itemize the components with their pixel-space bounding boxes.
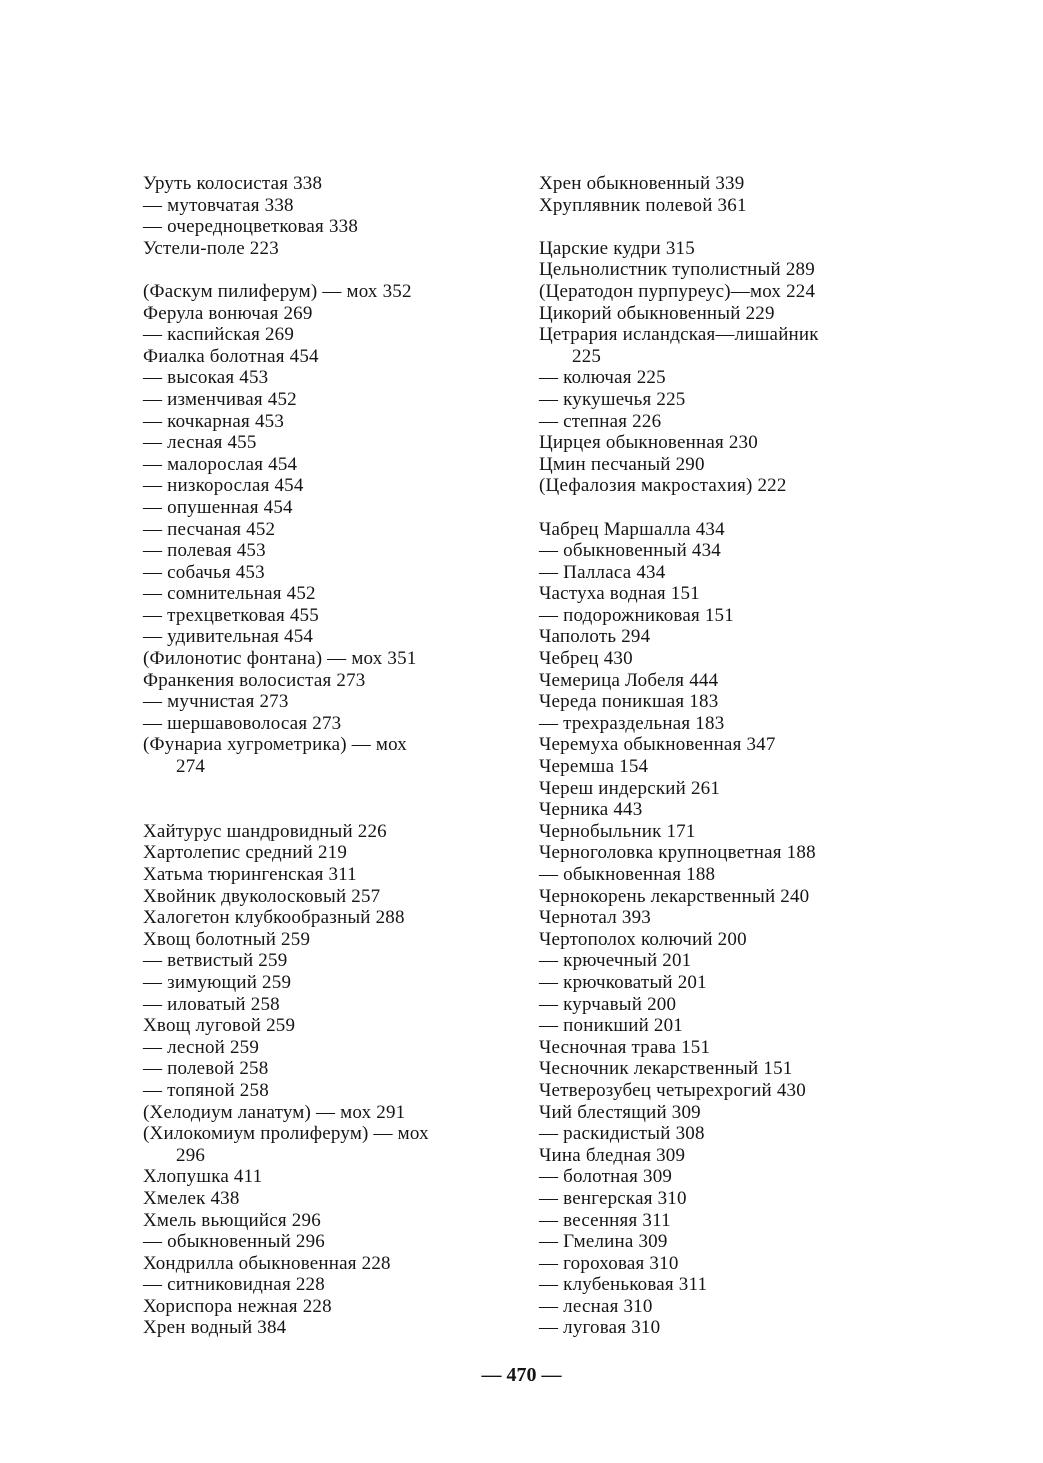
index-entry: Чесночник лекарственный 151 bbox=[539, 1058, 793, 1080]
index-entry: Халогетон клубкообразный 288 bbox=[143, 907, 405, 929]
index-entry: Чернобыльник 171 bbox=[539, 820, 696, 842]
index-entry: Чина бледная 309 bbox=[539, 1144, 686, 1166]
index-entry: — Гмелина 309 bbox=[539, 1231, 668, 1253]
index-entry: — топяной 258 bbox=[143, 1079, 269, 1101]
index-entry: — гороховая 310 bbox=[539, 1252, 679, 1274]
index-entry: Фиалка болотная 454 bbox=[143, 345, 319, 367]
index-entry: Цельнолистник туполистный 289 bbox=[539, 259, 815, 281]
index-entry: — полевая 453 bbox=[143, 540, 266, 562]
index-entry: Уруть колосистая 338 bbox=[143, 173, 323, 194]
index-entry: — очередноцветковая 338 bbox=[143, 216, 359, 238]
index-entry: — крючковатый 201 bbox=[539, 971, 707, 993]
index-entry: (Хилокомиум пролиферум) — мох bbox=[143, 1123, 429, 1145]
blank-line bbox=[143, 778, 543, 800]
index-entry: — низкорослая 454 bbox=[143, 475, 304, 497]
index-entry: Частуха водная 151 bbox=[539, 583, 700, 605]
index-entry: — кукушечья 225 bbox=[539, 388, 686, 410]
index-entry: — обыкновенный 434 bbox=[539, 540, 721, 562]
index-entry: Черника 443 bbox=[539, 799, 643, 821]
index-entry: Чебрец 430 bbox=[539, 648, 633, 670]
page-number: — 470 — bbox=[481, 1364, 562, 1386]
index-entry: — собачья 453 bbox=[143, 561, 265, 583]
index-entry: 296 bbox=[176, 1144, 206, 1166]
index-entry: 225 bbox=[572, 345, 602, 367]
index-entry: Хмелек 438 bbox=[143, 1187, 240, 1209]
index-entry: Хатьма тюрингенская 311 bbox=[143, 864, 357, 885]
index-entry: Хлопушка 411 bbox=[143, 1166, 263, 1188]
index-entry: — удивительная 454 bbox=[143, 626, 314, 648]
index-entry: Черноголовка крупноцветная 188 bbox=[539, 842, 816, 864]
index-entry: — опушенная 454 bbox=[143, 496, 293, 518]
index-entry: (Филонотис фонтана) — мох 351 bbox=[143, 648, 417, 670]
index-entry: — зимующий 259 bbox=[143, 971, 292, 993]
index-entry: Хвощ болотный 259 bbox=[143, 928, 311, 950]
index-entry: (Фаскум пилиферум) — мох 352 bbox=[143, 280, 412, 302]
index-entry: — высокая 453 bbox=[143, 367, 269, 389]
index-entry: Хайтурус шандровидный 226 bbox=[143, 820, 387, 842]
index-entry: Хвойник двуколосковый 257 bbox=[143, 885, 381, 907]
index-entry: Чабрец Маршалла 434 bbox=[539, 518, 725, 540]
index-entry: — сомнительная 452 bbox=[143, 583, 316, 605]
index-entry: Хартолепис средний 219 bbox=[143, 842, 348, 864]
index-entry: — клубеньковая 311 bbox=[539, 1274, 708, 1296]
index-entry: — лесная 310 bbox=[539, 1295, 653, 1317]
index-entry: — иловатый 258 bbox=[143, 993, 280, 1015]
index-entry: Череш индерский 261 bbox=[539, 777, 721, 799]
index-entry: — изменчивая 452 bbox=[143, 388, 297, 410]
blank-line bbox=[539, 216, 939, 238]
index-entry: Цетрария исландская—лишайник bbox=[539, 324, 819, 346]
index-entry: Хруплявник полевой 361 bbox=[539, 194, 747, 216]
index-entry: (Фунариа хугрометрика) — мох bbox=[143, 734, 408, 756]
index-entry: Хмель вьющийся 296 bbox=[143, 1209, 321, 1231]
index-entry: — каспийская 269 bbox=[143, 324, 295, 346]
index-entry: — степная 226 bbox=[539, 410, 662, 432]
index-column-left bbox=[143, 173, 543, 1339]
index-entry: — ветвистый 259 bbox=[143, 950, 288, 972]
index-entry: — трехраздельная 183 bbox=[539, 712, 725, 734]
index-entry: — лесной 259 bbox=[143, 1036, 260, 1058]
index-entry: — полевой 258 bbox=[143, 1058, 269, 1080]
blank-line bbox=[143, 799, 543, 821]
index-entry: Хориспора нежная 228 bbox=[143, 1295, 332, 1317]
index-entry: (Хелодиум ланатум) — мох 291 bbox=[143, 1101, 406, 1123]
index-entry: 274 bbox=[176, 756, 206, 778]
index-entry: — трехцветковая 455 bbox=[143, 604, 319, 626]
index-entry: Чернотал 393 bbox=[539, 907, 651, 929]
index-entry: (Цератодон пурпуреус)—мох 224 bbox=[539, 280, 816, 302]
index-entry: — болотная 309 bbox=[539, 1166, 673, 1188]
index-entry: Чернокорень лекарственный 240 bbox=[539, 885, 810, 907]
index-entry: Ферула вонючая 269 bbox=[143, 302, 313, 324]
blank-line bbox=[143, 259, 543, 281]
index-entry: — поникший 201 bbox=[539, 1015, 684, 1037]
index-entry: — обыкновенный 296 bbox=[143, 1231, 325, 1253]
index-entry: — шершавоволосая 273 bbox=[143, 712, 342, 734]
index-entry: — подорожниковая 151 bbox=[539, 604, 734, 626]
index-entry: — весенняя 311 bbox=[539, 1209, 671, 1231]
index-entry: — колючая 225 bbox=[539, 367, 666, 389]
index-entry: Цмин песчаный 290 bbox=[539, 453, 705, 475]
index-entry: — венгерская 310 bbox=[539, 1187, 687, 1209]
index-entry: — Палласа 434 bbox=[539, 561, 666, 583]
index-entry: — мутовчатая 338 bbox=[143, 194, 294, 216]
index-entry: Цирцея обыкновенная 230 bbox=[539, 432, 758, 454]
index-entry: — курчавый 200 bbox=[539, 993, 677, 1015]
index-entry: Четверозубец четырехрогий 430 bbox=[539, 1079, 806, 1101]
index-entry: Чий блестящий 309 bbox=[539, 1101, 701, 1123]
index-entry: Хондрилла обыкновенная 228 bbox=[143, 1252, 391, 1274]
index-entry: Хвощ луговой 259 bbox=[143, 1015, 296, 1037]
index-entry: Хрен обыкновенный 339 bbox=[539, 173, 745, 194]
index-entry: — мучнистая 273 bbox=[143, 691, 289, 713]
index-entry: — луговая 310 bbox=[539, 1317, 661, 1339]
index-column-right bbox=[539, 173, 939, 1339]
index-entry: Чаполоть 294 bbox=[539, 626, 651, 648]
index-entry: Черемуха обыкновенная 347 bbox=[539, 734, 776, 756]
index-entry: Черемша 154 bbox=[539, 756, 649, 778]
index-entry: Франкения волосистая 273 bbox=[143, 669, 366, 691]
index-entry: Царские кудри 315 bbox=[539, 237, 695, 259]
index-entry: — кочкарная 453 bbox=[143, 410, 285, 432]
index-entry: Цикорий обыкновенный 229 bbox=[539, 302, 775, 324]
index-entry: (Цефалозия макростахия) 222 bbox=[539, 475, 787, 497]
index-entry: — ситниковидная 228 bbox=[143, 1274, 325, 1296]
index-entry: Чертополох колючий 200 bbox=[539, 928, 747, 950]
index-entry: Хрен водный 384 bbox=[143, 1317, 287, 1339]
index-entry: — малорослая 454 bbox=[143, 453, 298, 475]
index-entry: Чемерица Лобеля 444 bbox=[539, 669, 719, 691]
index-entry: — обыкновенная 188 bbox=[539, 864, 716, 885]
index-entry: — крючечный 201 bbox=[539, 950, 692, 972]
blank-line bbox=[539, 497, 939, 519]
index-entry: — раскидистый 308 bbox=[539, 1123, 705, 1145]
index-entry: Устели-поле 223 bbox=[143, 237, 279, 259]
index-entry: — песчаная 452 bbox=[143, 518, 276, 540]
index-entry: Чесночная трава 151 bbox=[539, 1036, 711, 1058]
index-entry: Череда поникшая 183 bbox=[539, 691, 719, 713]
index-entry: — лесная 455 bbox=[143, 432, 257, 454]
